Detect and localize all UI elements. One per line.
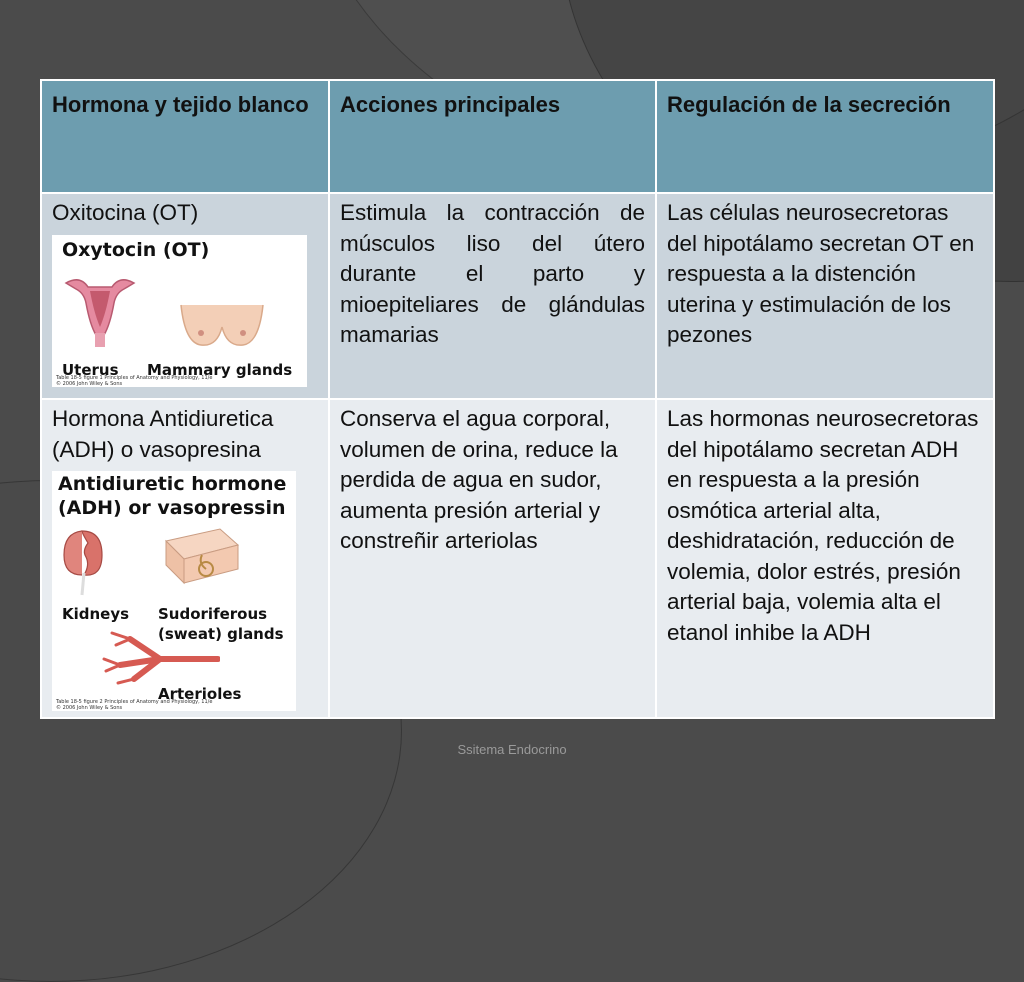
figure-caption: © 2006 John Wiley & Sons <box>56 380 123 387</box>
regulation-cell: Las hormonas neurosecretoras del hipotálamo secretan ADH en respuesta a la presión osmótica arterial alta, deshidratación, reducción de volemia, dolor estrés, presión arterial baja, volemia alta el etanol inhibe la ADH <box>656 399 994 718</box>
hormone-name: Oxitocina (OT) <box>52 200 199 225</box>
hormone-name: Hormona Antidiuretica (ADH) o vasopresina <box>52 406 274 462</box>
hormone-cell <box>41 399 329 718</box>
actions-cell: Conserva el agua corporal, volumen de orina, reduce la perdida de agua en sudor, aumenta presión arterial y constreñir arteriolas <box>329 399 656 718</box>
figure-label: Kidneys <box>62 605 130 623</box>
mammary-glands-icon <box>177 297 267 353</box>
figure-label: Arterioles <box>158 685 242 703</box>
uterus-icon <box>60 269 140 349</box>
sweat-gland-icon <box>162 525 242 587</box>
column-header: Acciones principales <box>329 80 656 193</box>
figure-label: Uterus <box>62 360 119 379</box>
figure-title: Oxytocin (OT) <box>62 238 210 261</box>
figure-label: (sweat) glands <box>158 625 284 643</box>
figure-title: (ADH) or vasopressin <box>58 497 286 519</box>
slide-footer: Ssitema Endocrino <box>457 742 567 757</box>
figure-caption: Table 18-5 figure 1 Principles of Anatomy and Physiology, 11/e <box>56 374 213 381</box>
figure-caption: Table 18-5 figure 2 Principles of Anatomy and Physiology, 11/e <box>56 699 213 705</box>
oxytocin-figure <box>52 235 307 387</box>
kidney-icon <box>60 527 106 597</box>
figure-caption: © 2006 John Wiley & Sons <box>56 705 123 711</box>
figure-label: Mammary glands <box>147 360 293 379</box>
adh-figure <box>52 471 296 711</box>
hormone-cell <box>41 193 329 399</box>
figure-title: Antidiuretic hormone <box>58 473 287 495</box>
column-header: Regulación de la secreción <box>656 80 994 193</box>
table-row <box>41 193 994 399</box>
arterioles-icon <box>100 629 220 685</box>
actions-cell: Estimula la contracción de músculos liso del útero durante el parto y mioepiteliares de glándulas mamarias <box>329 193 656 399</box>
hormone-table <box>40 79 995 719</box>
regulation-cell: Las células neurosecretoras del hipotálamo secretan OT en respuesta a la distención uterina y estimulación de los pezones <box>656 193 994 399</box>
column-header: Hormona y tejido blanco <box>41 80 329 193</box>
table-row <box>41 399 994 718</box>
figure-label: Sudoriferous <box>158 605 268 623</box>
table-header-row <box>41 80 994 193</box>
